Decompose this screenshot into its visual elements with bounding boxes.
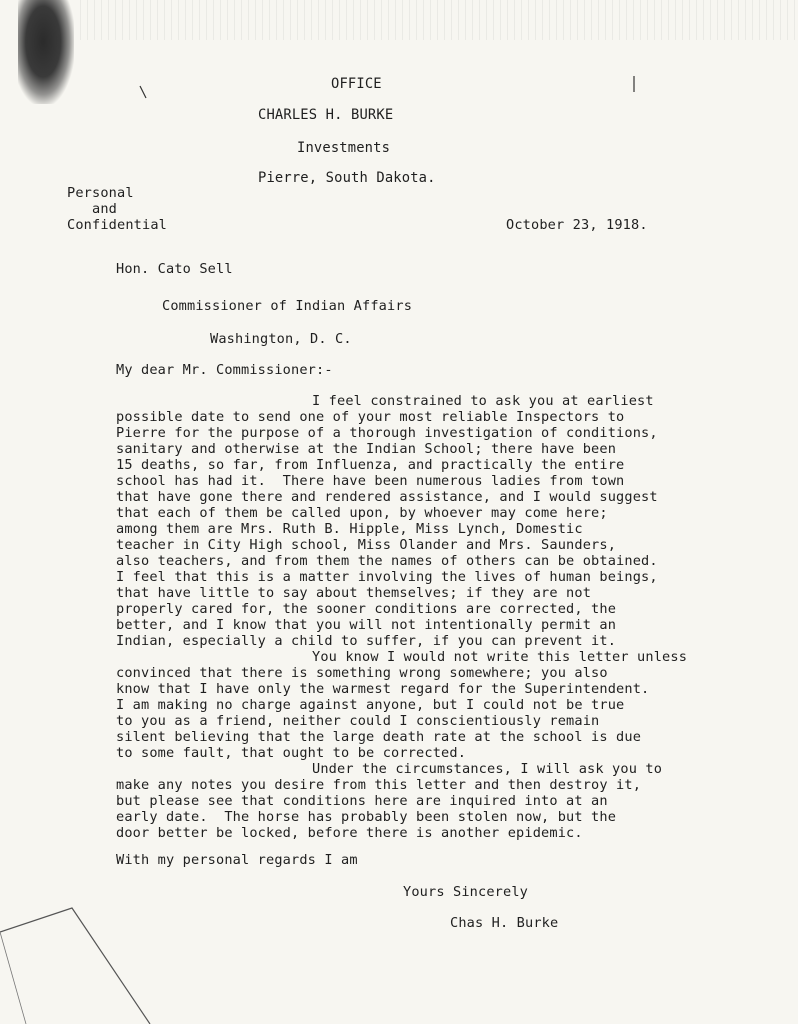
body-line: properly cared for, the sooner conditions are corrected, the (116, 601, 617, 617)
body-line: Under the circumstances, I will ask you to (312, 761, 663, 777)
body-line: Indian, especially a child to suffer, if you can prevent it. (116, 633, 617, 649)
body-line: sanitary and otherwise at the Indian School; there have been (116, 441, 617, 457)
salutation: My dear Mr. Commissioner:- (116, 362, 333, 378)
addressee-location: Washington, D. C. (210, 331, 352, 347)
body-line: I am making no charge against anyone, but I could not be true (116, 697, 625, 713)
closing-line: With my personal regards I am (116, 852, 358, 868)
classification-and: and (92, 201, 118, 217)
body-line: better, and I know that you will not intentionally permit an (116, 617, 617, 633)
letter-date: October 23, 1918. (506, 217, 648, 233)
body-line: school has had it. There have been numerous ladies from town (116, 473, 625, 489)
classification-personal: Personal (67, 185, 134, 201)
signature: Chas H. Burke (450, 915, 559, 931)
body-line: I feel constrained to ask you at earliest (312, 393, 654, 409)
valediction: Yours Sincerely (403, 884, 529, 900)
body-line: that have gone there and rendered assistance, and I would suggest (116, 489, 658, 505)
body-line: You know I would not write this letter unless (312, 649, 688, 665)
body-line: that have little to say about themselves; if they are not (116, 585, 592, 601)
letterhead-office: OFFICE (331, 76, 382, 92)
letterhead-name: CHARLES H. BURKE (258, 107, 394, 123)
letterhead-city: Pierre, South Dakota. (258, 170, 436, 186)
addressee-title: Commissioner of Indian Affairs (162, 298, 413, 314)
body-line: to you as a friend, neither could I conscientiously remain (116, 713, 600, 729)
body-line: teacher in City High school, Miss Olander and Mrs. Saunders, (116, 537, 617, 553)
body-line: 15 deaths, so far, from Influenza, and practically the entire (116, 457, 625, 473)
letterhead-business: Investments (297, 140, 391, 156)
body-line: possible date to send one of your most reliable Inspectors to (116, 409, 625, 425)
scan-smudge (18, 0, 74, 104)
stray-mark (138, 84, 150, 102)
body-line: silent believing that the large death rate at the school is due (116, 729, 642, 745)
body-line: Pierre for the purpose of a thorough investigation of conditions, (116, 425, 658, 441)
scan-noise (80, 0, 798, 40)
body-line: but please see that conditions here are inquired into at an (116, 793, 608, 809)
body-line: also teachers, and from them the names of others can be obtained. (116, 553, 658, 569)
body-line: door better be locked, before there is another epidemic. (116, 825, 583, 841)
body-line: I feel that this is a matter involving the lives of human beings, (116, 569, 658, 585)
body-line: know that I have only the warmest regard for the Superintendent. (116, 681, 650, 697)
body-line: early date. The horse has probably been stolen now, but the (116, 809, 617, 825)
folded-corner (0, 900, 160, 1024)
body-line: make any notes you desire from this letter and then destroy it, (116, 777, 642, 793)
addressee-name: Hon. Cato Sell (116, 261, 233, 277)
body-line: convinced that there is something wrong somewhere; you also (116, 665, 608, 681)
body-line: among them are Mrs. Ruth B. Hipple, Miss Lynch, Domestic (116, 521, 583, 537)
stray-mark (630, 74, 638, 94)
body-line: that each of them be called upon, by whoever may come here; (116, 505, 608, 521)
body-line: to some fault, that ought to be corrected. (116, 745, 467, 761)
classification-confidential: Confidential (67, 217, 168, 233)
